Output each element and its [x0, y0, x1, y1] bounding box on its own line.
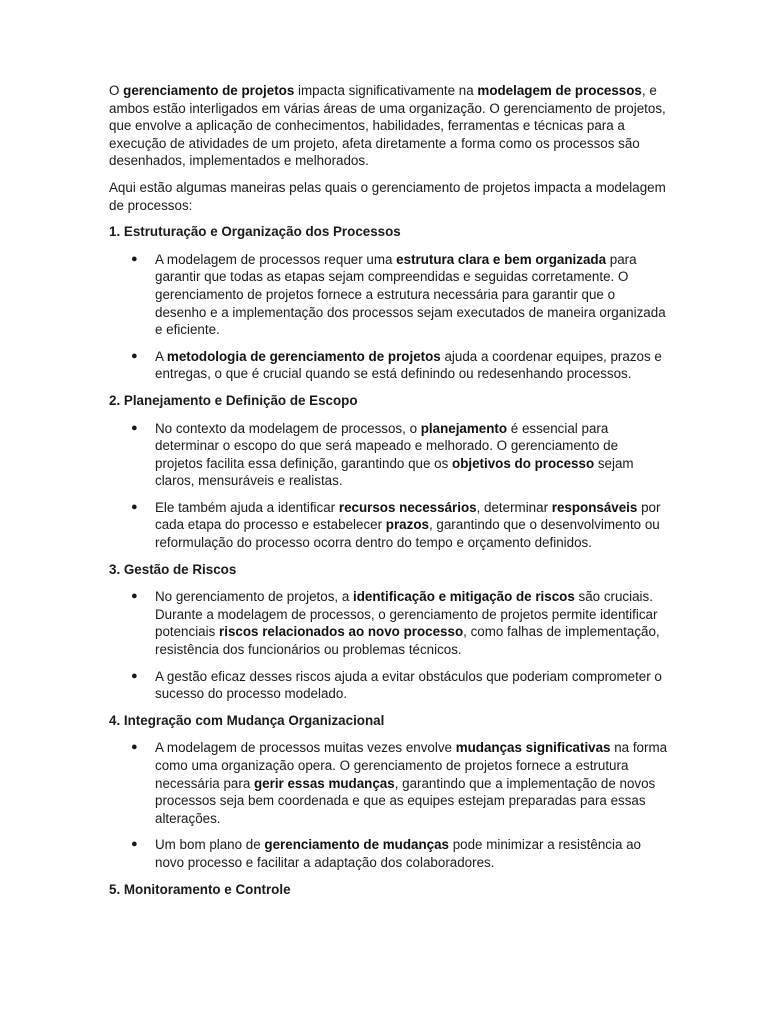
section-heading: 3. Gestão de Riscos [109, 561, 237, 577]
intro-paragraph [109, 82, 668, 170]
bullet-icon: ● [131, 500, 138, 513]
intro-bold: gerenciamento de projetos [123, 83, 295, 98]
list-item: ● A modelagem de processos requer uma estrutura clara e bem organizada para garantir que todas as etapas sejam compreendidas e seguidas corretamente. O gerenciamento de projetos fornece a estrutura necessária para garantir que o desenho e a implementação dos processos sejam executados de maneira organizada e eficiente. [131, 251, 666, 338]
intro-bold: modelagem de processos [477, 83, 642, 98]
section-heading: 2. Planejamento e Definição de Escopo [109, 392, 358, 408]
section-heading: 1. Estruturação e Organização dos Processos [109, 224, 401, 240]
intro-text: , e ambos estão interligados em várias áreas de uma organização. O gerenciamento de projetos, que envolve a aplicação de conhecimentos, habilidades, ferramentas e técnicas para a execução de atividades de um projeto, afeta diretamente a forma como os processos são desenhados, implementados e melhorados. [109, 83, 666, 169]
intro-text: O [109, 83, 124, 98]
list-item: ● Um bom plano de gerenciamento de mudanças pode minimizar a resistência ao novo processo e facilitar a adaptação dos colaboradores. [131, 837, 642, 870]
list-item: ● Ele também ajuda a identificar recursos necessários, determinar responsáveis por cada etapa do processo e estabelecer prazos, garantindo que o desenvolvimento ou reformulação do processo ocorra dentro do tempo e orçamento definidos. [131, 499, 661, 551]
bullet-icon: ● [131, 421, 138, 434]
intro-text: impacta significativamente na [294, 83, 478, 98]
list-item: ● A modelagem de processos muitas vezes envolve mudanças significativas na forma como uma organização opera. O gerenciamento de projetos fornece a estrutura necessária para gerir essas mudanças, garantindo que a implementação de novos processos seja bem coordenada e que as equipes estejam preparadas para essas alterações. [131, 740, 668, 826]
intro-lead-paragraph: Aqui estão algumas maneiras pelas quais o gerenciamento de projetos impacta a modelagem de processos: [109, 179, 666, 213]
bullet-icon: ● [131, 669, 138, 682]
section-heading: 5. Monitoramento e Controle [109, 881, 291, 897]
bullet-list [109, 420, 668, 552]
bullet-icon: ● [131, 252, 138, 265]
bullet-list [109, 251, 668, 383]
bullet-icon: ● [131, 590, 138, 603]
bullet-icon: ● [131, 838, 138, 851]
bullet-icon: ● [131, 349, 138, 362]
section-heading: 4. Integração com Mudança Organizacional [109, 712, 385, 728]
list-item: ● No contexto da modelagem de processos, o planejamento é essencial para determinar o escopo do que será mapeado e melhorado. O gerenciamento de projetos facilita essa definição, garantindo que os objetivos do processo sejam claros, mensuráveis e realistas. [131, 420, 634, 489]
bullet-icon: ● [131, 741, 138, 754]
list-item: ● A metodologia de gerenciamento de projetos ajuda a coordenar equipes, prazos e entregas, o que é crucial quando se está definindo ou redesenhando processos. [131, 348, 662, 382]
bullet-list [109, 588, 668, 703]
list-item: ● A gestão eficaz desses riscos ajuda a evitar obstáculos que poderiam comprometer o sucesso do processo modelado. [131, 668, 662, 702]
list-item: ● No gerenciamento de projetos, a identificação e mitigação de riscos são cruciais. Durante a modelagem de processos, o gerenciamento de projetos permite identificar potenciais riscos relacionados ao novo processo, como falhas de implementação, resistência dos funcionários ou problemas técnicos. [131, 589, 660, 658]
bullet-list [109, 739, 668, 871]
